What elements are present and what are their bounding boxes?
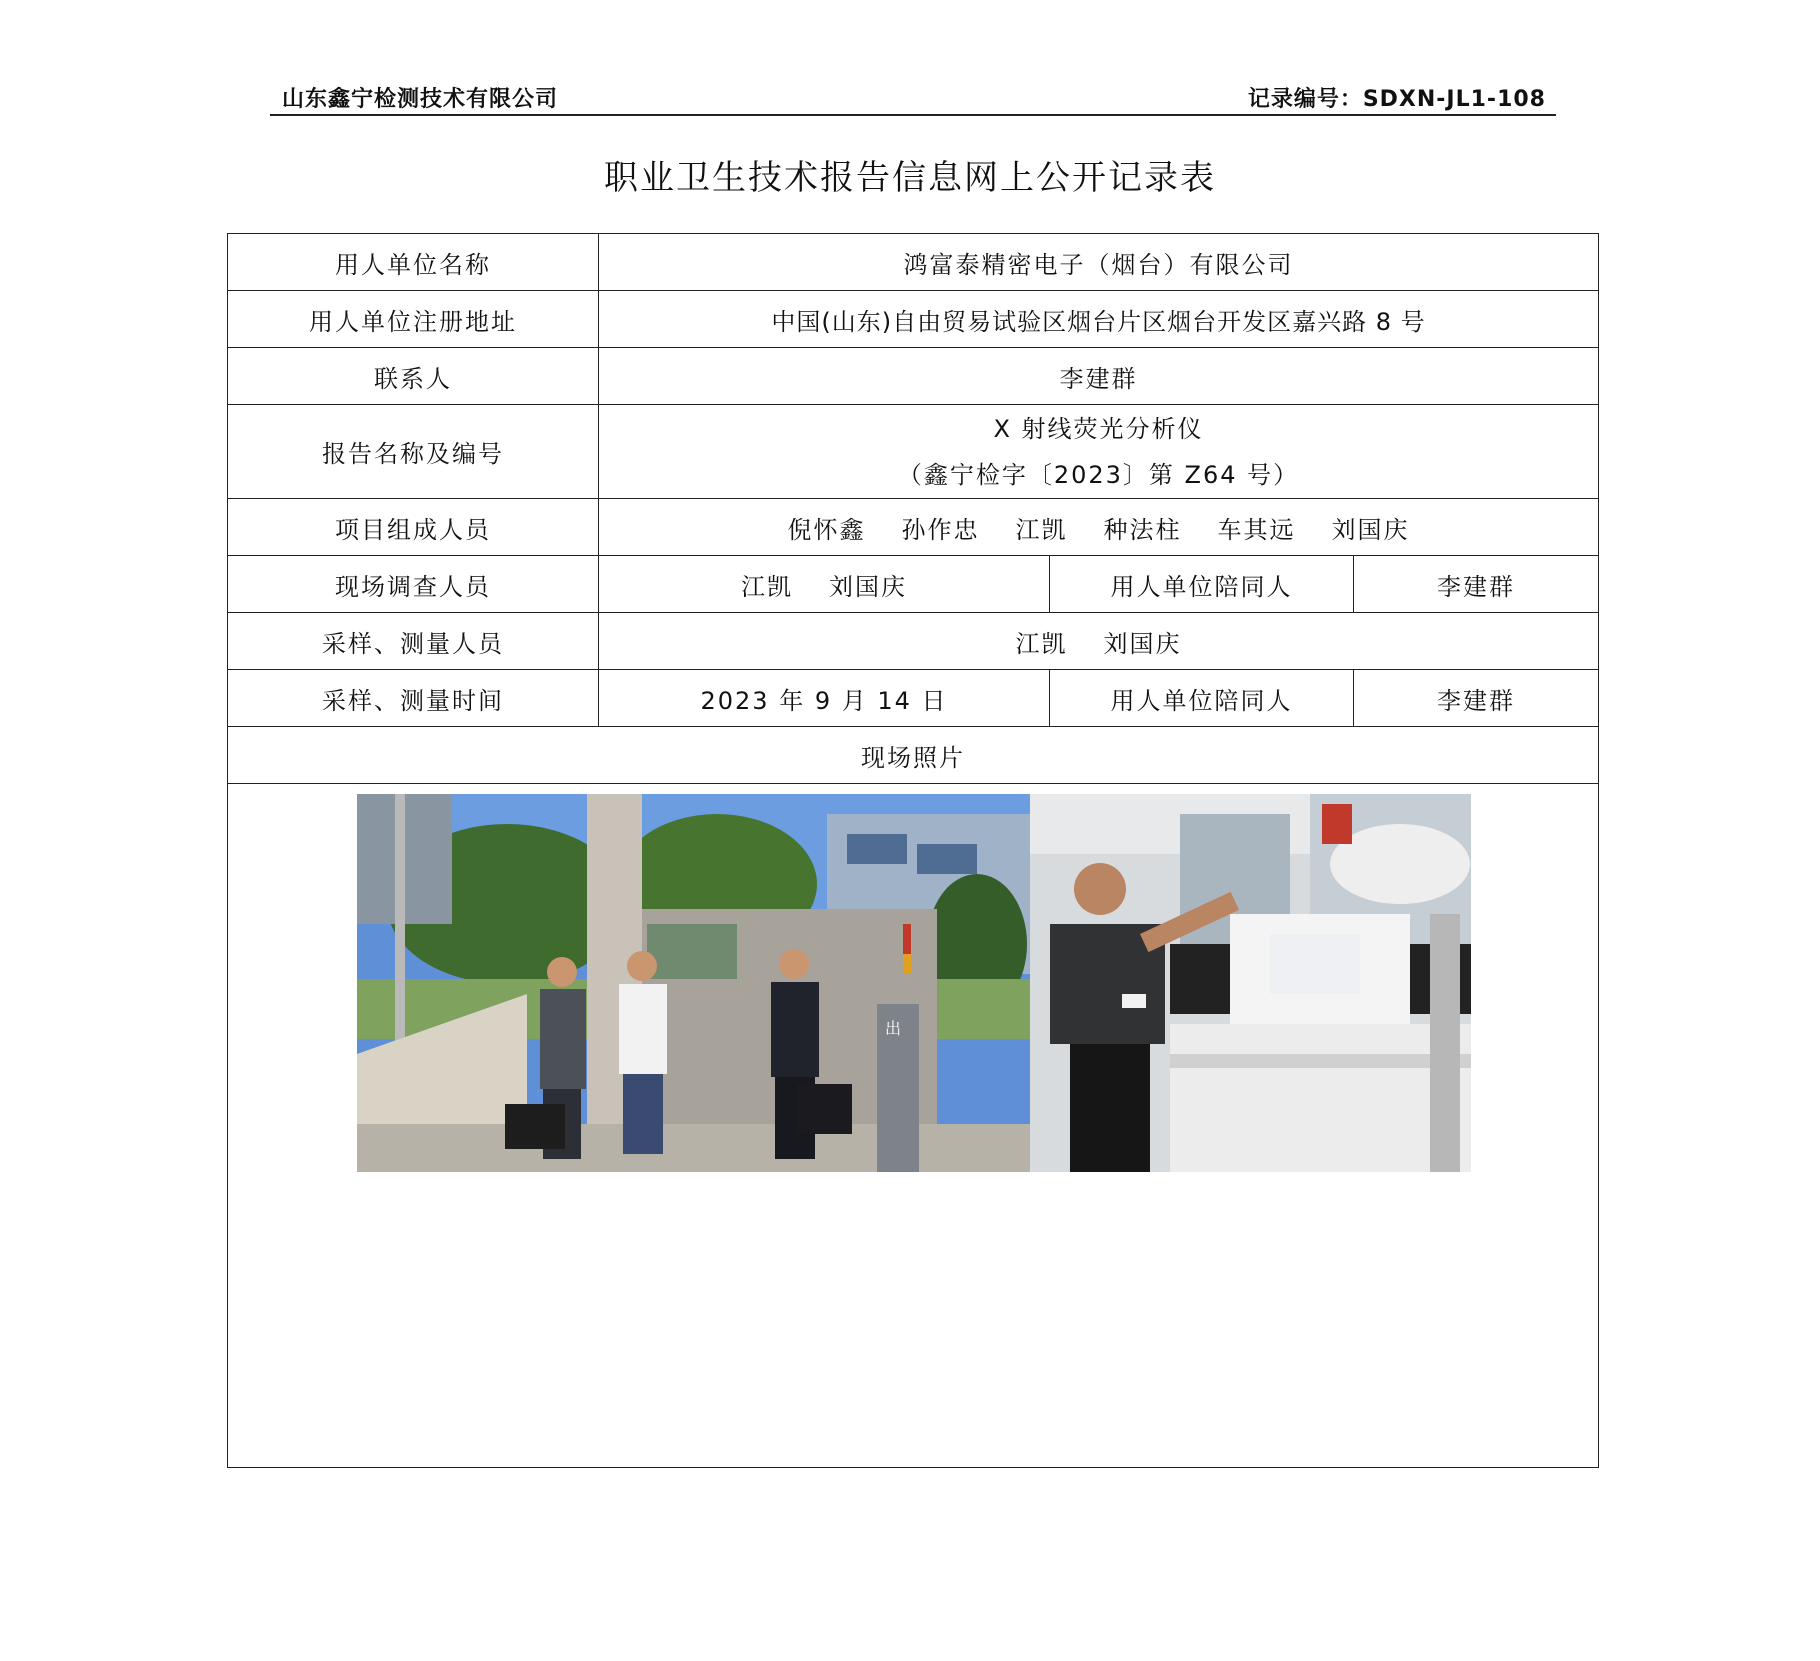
contact-label: 联系人 (228, 348, 599, 405)
member-name: 车其远 (1217, 515, 1296, 544)
row-photos-header (228, 727, 1599, 784)
survey-companion-value: 李建群 (1354, 556, 1599, 613)
photos-label: 现场照片 (228, 727, 1599, 784)
row-employer-address (228, 291, 1599, 348)
sampling-time-value: 2023 年 9 月 14 日 (599, 670, 1050, 727)
report-value (599, 405, 1599, 499)
survey-name: 刘国庆 (829, 572, 907, 601)
row-project-members (228, 499, 1599, 556)
analyzer-photo-illustration (1030, 794, 1471, 1172)
member-name: 种法柱 (1103, 515, 1182, 544)
sampling-companion-value: 李建群 (1354, 670, 1599, 727)
report-label: 报告名称及编号 (228, 405, 599, 499)
photos-cell (228, 784, 1599, 1468)
contact-value: 李建群 (599, 348, 1599, 405)
row-photos (228, 784, 1599, 1468)
site-photo-analyzer (1030, 794, 1471, 1172)
row-sampling-time (228, 670, 1599, 727)
report-name: X 射线荧光分析仪 (993, 414, 1204, 443)
member-name: 刘国庆 (1331, 515, 1410, 544)
employer-name-value: 鸿富泰精密电子（烟台）有限公司 (599, 234, 1599, 291)
record-table (227, 233, 1599, 1468)
row-report (228, 405, 1599, 499)
row-survey (228, 556, 1599, 613)
sampling-name: 江凯 (1015, 629, 1068, 658)
page-title: 职业卫生技术报告信息网上公开记录表 (604, 158, 1216, 198)
employer-address-label: 用人单位注册地址 (228, 291, 599, 348)
sampling-name: 刘国庆 (1103, 629, 1182, 658)
survey-companion-label: 用人单位陪同人 (1050, 556, 1354, 613)
survey-name: 江凯 (741, 572, 793, 601)
member-name: 倪怀鑫 (787, 515, 866, 544)
survey-label: 现场调查人员 (228, 556, 599, 613)
employer-address-value: 中国(山东)自由贸易试验区烟台片区烟台开发区嘉兴路 8 号 (599, 291, 1599, 348)
sampling-staff-names (599, 613, 1599, 670)
row-employer-name (228, 234, 1599, 291)
gate-photo-illustration (357, 794, 1030, 1172)
sampling-staff-label: 采样、测量人员 (228, 613, 599, 670)
member-name: 孙作忠 (901, 515, 980, 544)
company-name: 山东鑫宁检测技术有限公司 (282, 87, 559, 112)
sampling-companion-label: 用人单位陪同人 (1050, 670, 1354, 727)
row-contact (228, 348, 1599, 405)
employer-name-label: 用人单位名称 (228, 234, 599, 291)
report-number: （鑫宁检字〔2023〕第 Z64 号） (897, 460, 1300, 489)
page-header (270, 80, 1556, 116)
site-photo-gate (357, 794, 1030, 1172)
row-sampling-staff (228, 613, 1599, 670)
project-members-value (599, 499, 1599, 556)
project-members-label: 项目组成人员 (228, 499, 599, 556)
survey-names (599, 556, 1050, 613)
member-name: 江凯 (1015, 515, 1068, 544)
gate-sign-text: 出 (885, 1019, 904, 1038)
record-number: 记录编号：SDXN-JL1-108 (1247, 87, 1546, 112)
sampling-time-label: 采样、测量时间 (228, 670, 599, 727)
